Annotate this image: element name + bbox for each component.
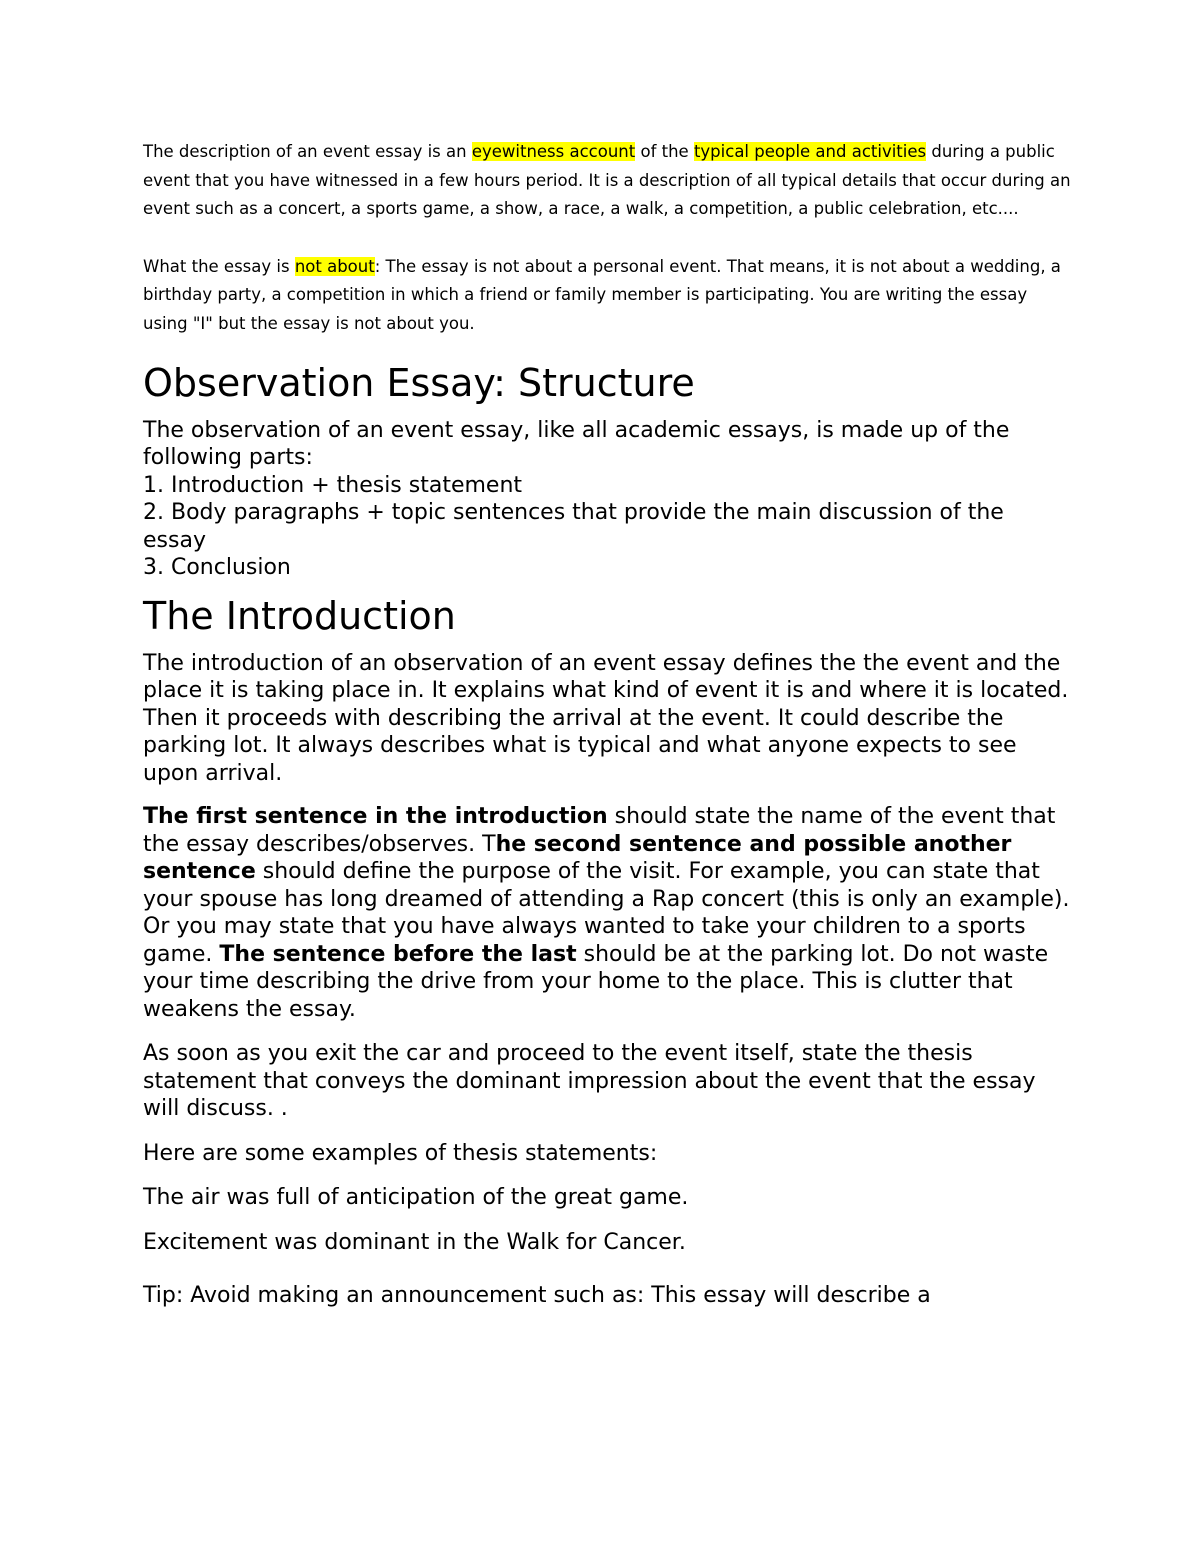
structure-list <box>143 417 1073 582</box>
intro-description-paragraph <box>143 138 1073 224</box>
example-thesis-2: Excitement was dominant in the Walk for Cancer. <box>143 1229 686 1255</box>
p1-text-1: The description of an event essay is an <box>143 142 472 161</box>
highlight-typical-people: typical people and activities <box>693 142 927 161</box>
first-sentence-paragraph <box>143 803 1073 1023</box>
p1-text-3: during a public event that you have witnessed in a few hours period. It is a description of all typical details that occur during an event such as a concert, a sports game, a show, a race, a walk, a competition, a public celebration, etc.... <box>143 142 1071 219</box>
bold-sentence-before-last: The sentence before the last <box>219 941 577 967</box>
examples-intro: Here are some examples of thesis statements: <box>143 1140 658 1166</box>
thesis-paragraph: As soon as you exit the car and proceed to the event itself, state the thesis statement that conveys the dominant impression about the event that the essay will discuss. . <box>143 1041 1036 1122</box>
highlight-not-about: not about <box>294 256 375 276</box>
introduction-paragraph: The introduction of an observation of an event essay defines the the event and the place it is taking place in. It explains what kind of event it is and where it is located. Then it proceeds with describing the arrival at the event. It could describe the parking lot. It always describes what is typical and what anyone expects to see upon arrival. <box>143 650 1069 786</box>
document-page <box>143 138 1073 1310</box>
structure-line: 2. Body paragraphs + topic sentences that provide the main discussion of the essay <box>143 500 1004 553</box>
p1-text-2: of the <box>635 142 694 161</box>
p2b-text-3: should be at the parking lot. Do not waste your time describing the drive from your home to the place. This is clutter that weakens the essay. <box>143 941 1049 1022</box>
structure-line: The observation of an event essay, like all academic essays, is made up of the following parts: <box>143 417 1010 471</box>
not-about-paragraph <box>143 253 1073 339</box>
p2b-text-2: should define the purpose of the visit. For example, you can state that your spouse has long dreamed of attending a Rap concert (this is only an example). Or you may state that you have always wanted to take your children to a sports game. <box>143 859 1070 967</box>
p2-text-1: What the essay is <box>143 256 295 276</box>
bold-first-sentence: The first sentence in the introduction <box>143 804 608 830</box>
structure-heading: Observation Essay: Structure <box>143 360 695 405</box>
tip-paragraph: Tip: Avoid making an announcement such as: This essay will describe a <box>143 1283 931 1309</box>
introduction-heading: The Introduction <box>143 593 456 638</box>
p2-text-2: : The essay is not about a personal event. That means, it is not about a wedding, a birthday party, a competition in which a friend or family member is participating. You are writing the essay using "I" but the essay is not about you. <box>143 256 1061 333</box>
p2b-text-1: should state the name of the event that the essay describes/observes. T <box>143 804 1056 857</box>
structure-line: 1. Introduction + thesis statement <box>143 472 523 498</box>
example-thesis-1: The air was full of anticipation of the great game. <box>143 1185 689 1211</box>
bold-second-sentence: he second sentence and possible another sentence <box>143 831 1012 885</box>
highlight-eyewitness-account: eyewitness account <box>471 142 636 161</box>
structure-line: 3. Conclusion <box>143 555 291 581</box>
